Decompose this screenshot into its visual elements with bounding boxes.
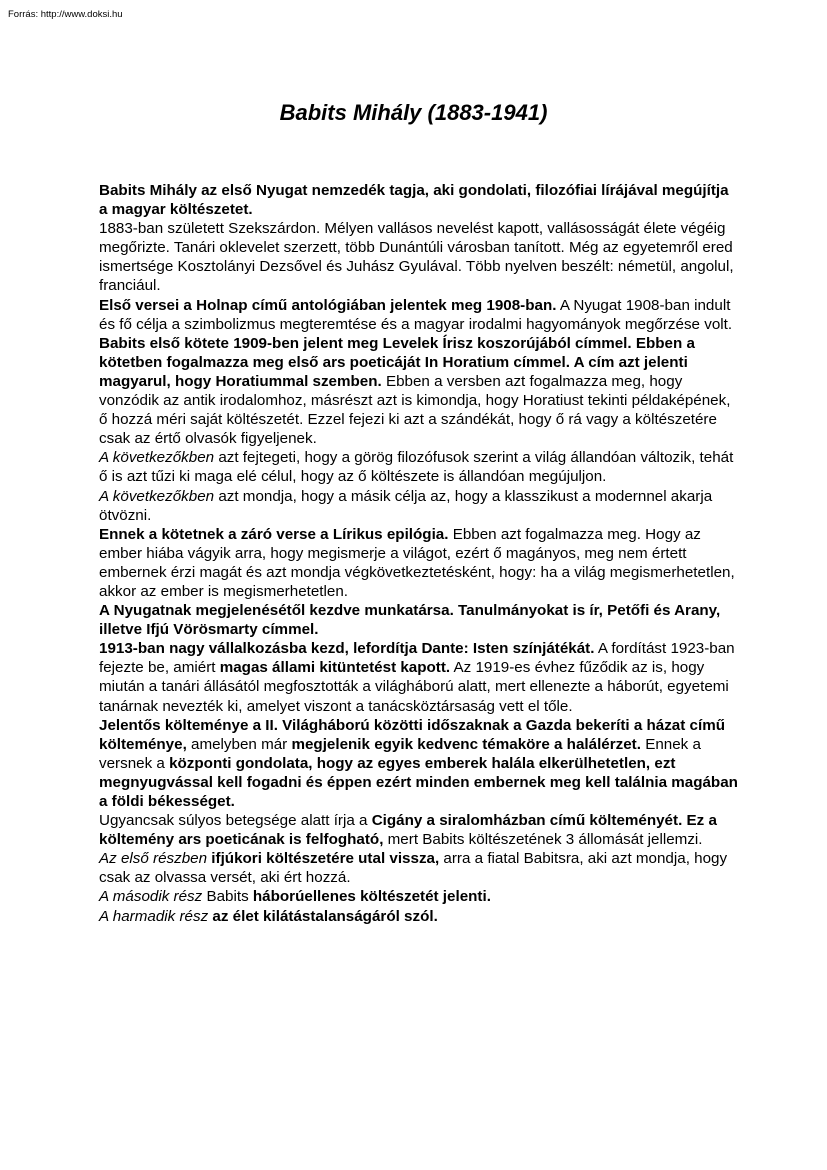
text-run: 1883-ban született Szekszárdon. Mélyen vallásos nevelést kapott, vallásosságát élete végéig megőrizte. Tanári oklevelet szerzett, több Dunántúli városban tanított. Még az egyetemről ered ismertsége Kosztolányi Dezsővel és Juhász Gyulával. Több nyelven beszélt: németül, angolul, franciául. [99,220,734,295]
paragraph [99,639,739,715]
paragraph [99,487,739,525]
text-run: mert Babits költészetének 3 állomását jellemzi. [383,831,703,849]
text-run: Az első részben [99,850,208,868]
text-run: Babits első kötete 1909-ben jelent meg Levelek Írisz koszorújából címmel. Ebben a kötetben fogalmazza meg első ars poeticáját In Horatium címmel. A cím azt jelenti magyarul, hogy Horatiummal szemben. [99,334,695,390]
text-run: Jelentős költeménye a II. Világháború közötti időszaknak a Gazda bekeríti a házat című költeménye, [99,716,725,753]
paragraph [99,525,739,601]
text-run: A második rész [99,888,203,906]
text-run: háborúellenes költészetét jelenti. [252,888,491,906]
text-run: Első versei a Holnap című antológiában jelentek meg 1908-ban. [99,296,557,314]
source-note: Forrás: http://www.doksi.hu [8,9,123,20]
text-run: Ugyancsak súlyos betegsége alatt írja a [99,812,372,830]
paragraph [99,334,739,449]
text-run: Ebben azt fogalmazza meg. Hogy az ember hiába vágyik arra, hogy megismerje a világot, ezért ő magányos, meg nem értett embernek érzi magát és azt mondja végkövetkeztetésként, hogy: ha a világ megismerhetetlen, akkor az ember is megismerhetetlen. [99,525,735,600]
text-run: Ennek a kötetnek a záró verse a Lírikus epilógia. [99,525,449,543]
text-run: Ennek a versnek a [99,735,701,772]
text-run: amelyben már [186,735,292,753]
paragraph [99,849,739,887]
text-run: ifjúkori költészetére utal vissza, [211,850,440,868]
text-run: az élet kilátástalanságáról szól. [212,907,438,925]
text-run: azt mondja, hogy a másik célja az, hogy a klasszikust a modernnel akarja ötvözni. [99,487,713,524]
text-run: Babits Mihály az első Nyugat nemzedék tagja, aki gondolati, filozófiai lírájával megújítja a magyar költészetet. [99,182,729,219]
text-run: A következőkben [99,487,215,505]
paragraph [99,219,739,295]
paragraph [99,296,739,334]
paragraph [99,907,739,926]
text-run: Babits [202,888,253,906]
text-run: Az 1919-es évhez fűződik az is, hogy miután a tanári állásától megfosztották a világháború alatt, mert ellenezte a háborút, egyetemi tanárnak nevezték ki, amelyet viszont a tanácsköztársaság vett el tőle. [99,659,729,715]
paragraph [99,181,739,219]
text-run: A harmadik rész [99,907,209,925]
text-run: A fordítást 1923-ban fejezte be, amiért [99,640,735,677]
text-run: A Nyugatnak megjelenésétől kezdve munkatársa. Tanulmányokat is ír, Petőfi és Arany, illetve Ifjú Vörösmarty címmel. [99,602,721,639]
text-run: azt fejtegeti, hogy a görög filozófusok szerint a világ állandóan változik, tehát ő is azt tűzi ki maga elé célul, hogy az ő költészete is állandóan megújuljon. [99,449,734,486]
paragraph [99,887,739,906]
text-run: A Nyugat 1908-ban indult és fő célja a szimbolizmus megteremtése és a magyar irodalmi hagyományok megőrzése volt. [99,296,733,333]
text-run: Cigány a siralomházban című költeményét. Ez a költemény ars poeticának is felfogható, [99,812,717,849]
text-run: központi gondolata, hogy az egyes emberek halála elkerülhetetlen, ezt megnyugvással kell fogadni és éppen ezért minden embernek meg kell találnia magában a földi békességet. [99,754,738,810]
text-run: arra a fiatal Babitsra, aki azt mondja, hogy csak az olvassa versét, aki ért hozzá. [99,850,728,887]
paragraph [99,811,739,849]
page-title: Babits Mihály (1883-1941) [279,100,548,125]
paragraph [99,601,739,639]
text-run: 1913-ban nagy vállalkozásba kezd, lefordítja Dante: Isten színjátékát. [99,640,595,658]
text-run: magas állami kitüntetést kapott. [219,659,451,677]
paragraph [99,716,739,811]
text-run: Ebben a versben azt fogalmazza meg, hogy vonzódik az antik irodalomhoz, másrészt azt is kimondja, hogy Horatiust tekinti példaképének, ő hozzá méri saját költészetét. Ezzel fejezi ki azt a szándékát, hogy ő rá vagy a költészetére csak az értő olvasók figyeljenek. [99,372,731,448]
document-body [99,181,739,926]
text-run: A következőkben [99,449,215,467]
paragraph [99,448,739,486]
text-run: megjelenik egyik kedvenc témaköre a halálérzet. [291,735,641,753]
